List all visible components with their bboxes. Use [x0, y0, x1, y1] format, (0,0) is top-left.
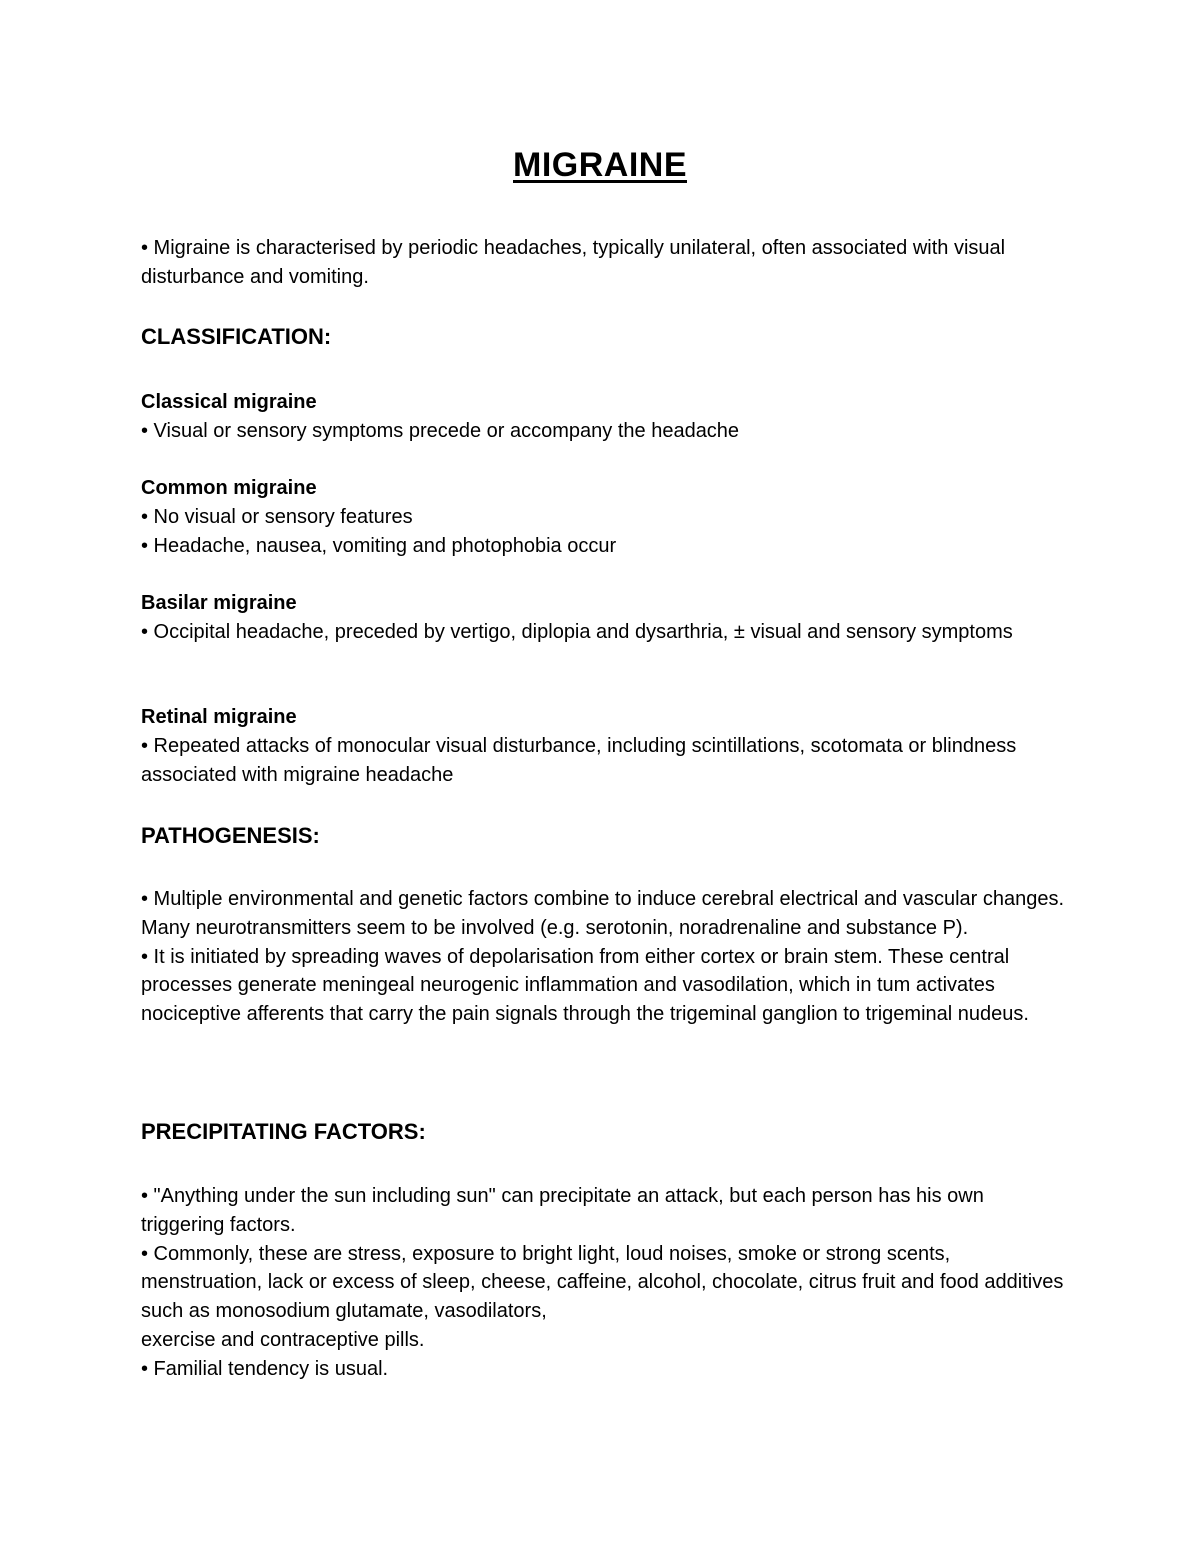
- retinal-migraine-title: Retinal migraine: [141, 706, 297, 728]
- precipitating-point: • Commonly, these are stress, exposure to bright light, loud noises, smoke or strong scents, menstruation, lack or excess of sleep, cheese, caffeine, alcohol, chocolate, citrus fruit and food additives such as monosodium glutamate, vasodilators,: [141, 1242, 1064, 1323]
- page-title: MIGRAINE: [513, 146, 687, 184]
- precipitating-point: exercise and contraceptive pills.: [141, 1328, 425, 1351]
- pathogenesis-section: [141, 885, 1071, 1029]
- precipitating-point: • "Anything under the sun including sun" can precipitate an attack, but each person has his own triggering factors.: [141, 1185, 984, 1236]
- pathogenesis-heading: PATHOGENESIS:: [141, 823, 320, 848]
- retinal-migraine-point: • Repeated attacks of monocular visual disturbance, including scintillations, scotomata or blindness associated with migraine headache: [141, 734, 1017, 786]
- retinal-migraine-section: [141, 703, 1071, 789]
- precipitating-factors-section: [141, 1182, 1071, 1384]
- basilar-migraine-point: • Occipital headache, preceded by vertigo, diplopia and dysarthria, ± visual and sensory symptoms: [141, 620, 1013, 643]
- precipitating-point: • Familial tendency is usual.: [141, 1357, 389, 1380]
- basilar-migraine-section: [141, 589, 1071, 647]
- classical-migraine-point: • Visual or sensory symptoms precede or accompany the headache: [141, 419, 740, 442]
- common-migraine-point: • No visual or sensory features: [141, 505, 413, 528]
- intro-text: • Migraine is characterised by periodic headaches, typically unilateral, often associated with visual disturbance and vomiting.: [141, 237, 1006, 288]
- precipitating-factors-heading: PRECIPITATING FACTORS:: [141, 1119, 426, 1144]
- intro-paragraph: [141, 234, 1071, 292]
- classical-migraine-section: [141, 388, 1071, 446]
- common-migraine-title: Common migraine: [141, 477, 317, 499]
- common-migraine-point: • Headache, nausea, vomiting and photophobia occur: [141, 534, 617, 557]
- pathogenesis-point: • Multiple environmental and genetic factors combine to induce cerebral electrical and vascular changes. Many neurotransmitters seem to be involved (e.g. serotonin, noradrenaline and substance P).: [141, 888, 1065, 939]
- classical-migraine-title: Classical migraine: [141, 391, 317, 413]
- basilar-migraine-title: Basilar migraine: [141, 592, 297, 614]
- classification-heading: CLASSIFICATION:: [141, 324, 332, 349]
- common-migraine-section: [141, 474, 1071, 560]
- pathogenesis-point: • It is initiated by spreading waves of depolarisation from either cortex or brain stem. These central processes generate meningeal neurogenic inflammation and vasodilation, which in tum activates nociceptive afferents that carry the pain signals through the trigeminal ganglion to trigeminal nudeus.: [141, 945, 1029, 1026]
